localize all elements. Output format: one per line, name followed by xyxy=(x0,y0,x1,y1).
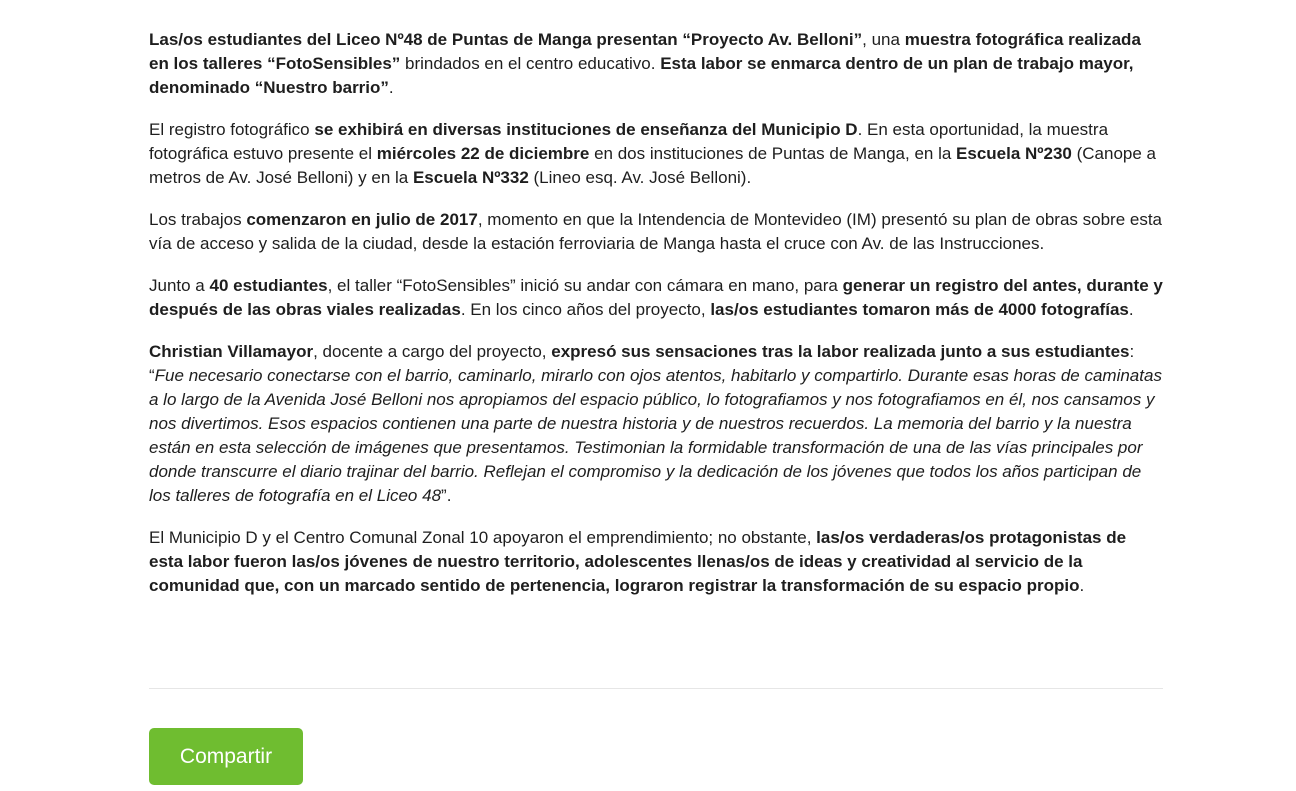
paragraph-quote: Christian Villamayor, docente a cargo del proyecto, expresó sus sensaciones tras la labor realizada junto a sus estudiantes: “Fue necesario conectarse con el barrio, caminarlo, mirarlo con ojos atentos, habitarlo y compartirlo. Durante esas horas de caminatas a lo largo de la Avenida José Belloni nos apropiamos del espacio público, lo fotografiamos y nos fotografiamos en él, nos cansamos y nos divertimos. Esos espacios contienen una parte de nuestra historia y de nuestros recuerdos. La memoria del barrio y la nuestra están en esta selección de imágenes que presentamos. Testimonian la formidable transformación de una de las vías principales por donde transcurre el diario trajinar del barrio. Reflejan el compromiso y la dedicación de los jóvenes que todos los años participan de los talleres de fotografía en el Liceo 48”. xyxy=(149,342,1162,505)
paragraph-students: Junto a 40 estudiantes, el taller “FotoSensibles” inició su andar con cámara en mano, para generar un registro del antes, durante y después de las obras viales realizadas. En los cinco años del proyecto, las/os estudiantes tomaron más de 4000 fotografías. xyxy=(149,276,1163,319)
share-button[interactable]: Compartir xyxy=(149,728,303,785)
teacher-quote: Fue necesario conectarse con el barrio, caminarlo, mirarlo con ojos atentos, habitarlo y compartirlo. Durante esas horas de caminatas a lo largo de la Avenida José Belloni nos apropiamos del espacio público, lo fotografiamos y nos fotografiamos en él, nos cansamos y nos divertimos. Esos espacios contienen una parte de nuestra historia y de nuestros recuerdos. La memoria del barrio y la nuestra están en esta selección de imágenes que presentamos. Testimonian la formidable transformación de una de las vías principales por donde transcurre el diario trajinar del barrio. Reflejan el compromiso y la dedicación de los jóvenes que todos los años participan de los talleres de fotografía en el Liceo 48 xyxy=(149,366,1162,505)
paragraph-intro: Las/os estudiantes del Liceo Nº48 de Puntas de Manga presentan “Proyecto Av. Belloni”, una muestra fotográfica realizada en los talleres “FotoSensibles” brindados en el centro educativo. Esta labor se enmarca dentro de un plan de trabajo mayor, denominado “Nuestro barrio”. xyxy=(149,30,1141,97)
paragraph-works: Los trabajos comenzaron en julio de 2017, momento en que la Intendencia de Montevideo (IM) presentó su plan de obras sobre esta vía de acceso y salida de la ciudad, desde la estación ferroviaria de Manga hasta el cruce con Av. de las Instrucciones. xyxy=(149,210,1163,253)
divider xyxy=(149,688,1163,689)
paragraph-exhibition: El registro fotográfico se exhibirá en diversas instituciones de enseñanza del Municipio D. En esta oportunidad, la muestra fotográfica estuvo presente el miércoles 22 de diciembre en dos instituciones de Puntas de Manga, en la Escuela Nº230 (Canope a metros de Av. José Belloni) y en la Escuela Nº332 (Lineo esq. Av. José Belloni). xyxy=(149,120,1157,187)
article-body xyxy=(149,28,1163,616)
paragraph-closing: El Municipio D y el Centro Comunal Zonal 10 apoyaron el emprendimiento; no obstante, las/os verdaderas/os protagonistas de esta labor fueron las/os jóvenes de nuestro territorio, adolescentes llenas/os de ideas y creatividad al servicio de la comunidad que, con un marcado sentido de pertenencia, lograron registrar la transformación de su espacio propio. xyxy=(149,528,1127,595)
